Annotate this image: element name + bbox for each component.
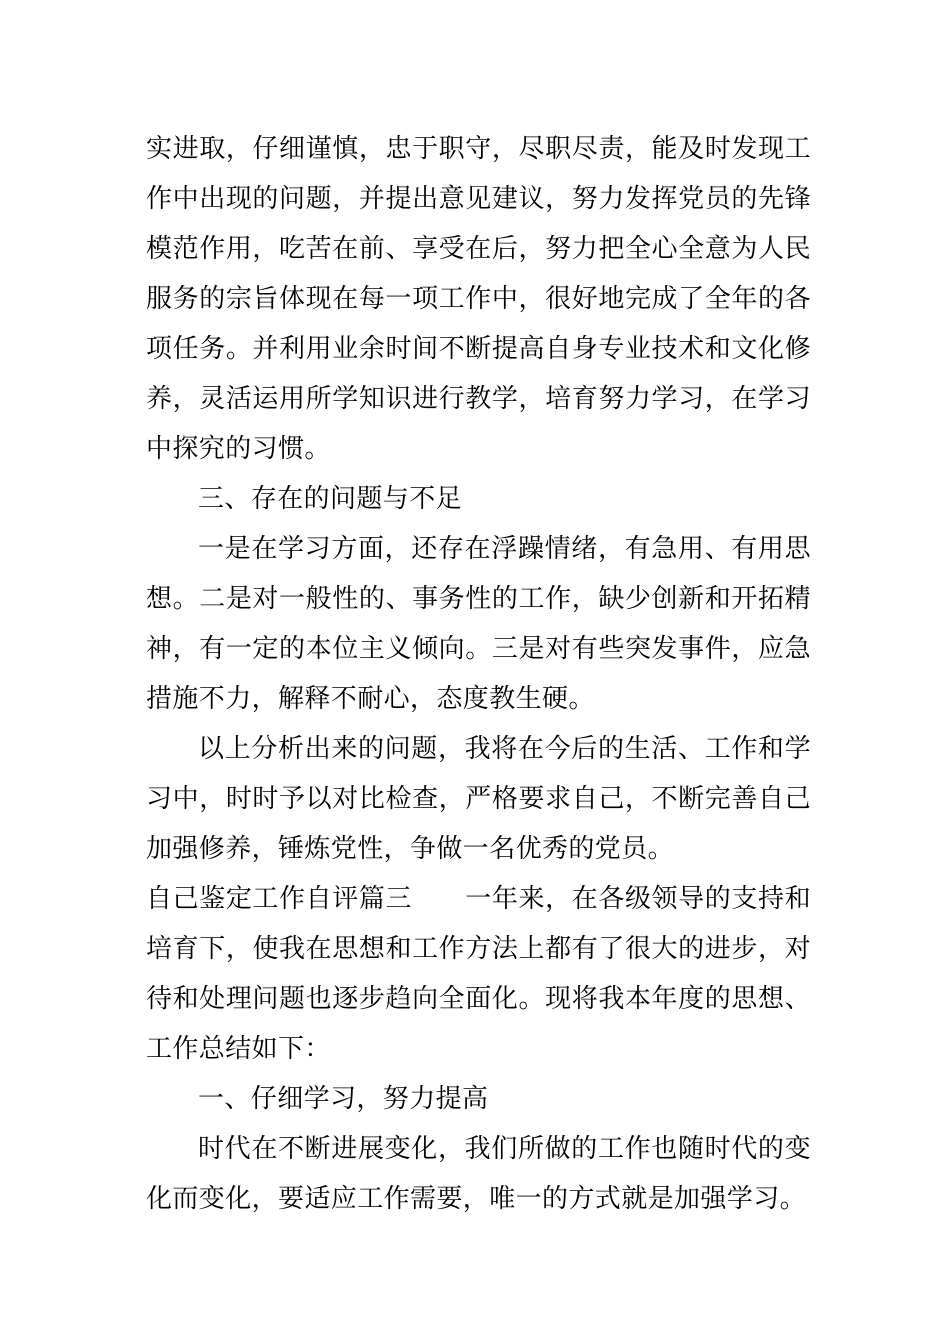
paragraph-problems: 一是在学习方面，还存在浮躁情绪，有急用、有用思想。二是对一般性的、事务性的工作，缺少创新和开拓精神，有一定的本位主义倾向。三是对有些突发事件，应急措施不力，解释不耐心，态度教生硬。 [146, 534, 811, 714]
section-heading-study: 一、仔细学习，努力提高 [198, 1084, 489, 1114]
paragraph-part-three-intro: 自己鉴定工作自评篇三 一年来，在各级领导的支持和培育下，使我在思想和工作方法上都有了很大的进步，对待和处理问题也逐步趋向全面化。现将我本年度的思想、工作总结如下： [146, 884, 811, 1064]
paragraph-study: 时代在不断进展变化，我们所做的工作也随时代的变化而变化，要适应工作需要，唯一的方式就是加强学习。 [146, 1134, 811, 1214]
section-heading-problems: 三、存在的问题与不足 [198, 484, 463, 514]
paragraph-improvement: 以上分析出来的问题，我将在今后的生活、工作和学习中，时时予以对比检查，严格要求自己，不断完善自己加强修养，锤炼党性，争做一名优秀的党员。 [146, 734, 811, 864]
paragraph-continuation: 实进取，仔细谨慎，忠于职守，尽职尽责，能及时发现工作中出现的问题，并提出意见建议，努力发挥党员的先锋模范作用，吃苦在前、享受在后，努力把全心全意为人民服务的宗旨体现在每一项工作中，很好地完成了全年的各项任务。并利用业余时间不断提高自身专业技术和文化修养，灵活运用所学知识进行教学，培育努力学习，在学习中探究的习惯。 [146, 134, 811, 464]
document-body [146, 124, 811, 1224]
